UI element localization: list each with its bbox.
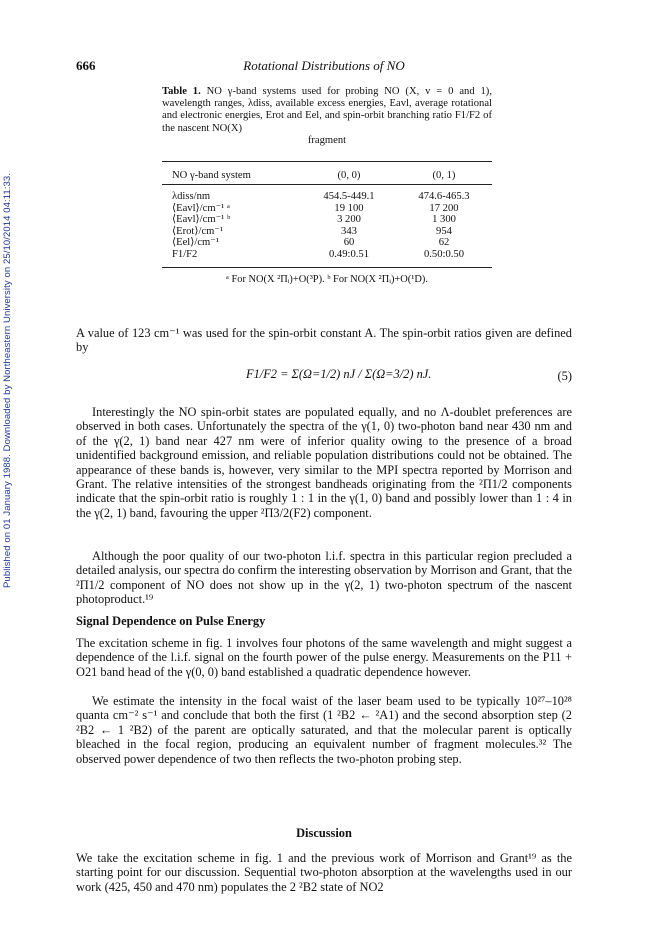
- header-cell: (0, 0): [337, 169, 361, 181]
- table-cell: 454.5-449.1: [323, 191, 375, 202]
- equation-number: (5): [557, 369, 572, 383]
- table-caption: [162, 86, 492, 147]
- table-cell: 474.6-465.3: [418, 191, 470, 202]
- paragraph-text: Interestingly the NO spin-orbit states are populated equally, and no Λ-doublet preferences are observed in both cases. Unfortunately the spectra of the γ(1, 0) two-photon band near 430 nm and of the γ(2, 1) band near 427 nm were of inferior quality owing to the presence of a broad unidentified background emission, and reliable population distributions could not be obtained. The appearance of these bands is, however, very similar to the MPI spectra reported by Morrison and Grant. The relative intensities of the strongest bandheads originating from the ²Π1/2 components indicate that the spin-orbit ratio is roughly 1 : 1 in the γ(1, 0) band and possibly lower than 1 : 4 in the γ(2, 1) band, favouring the upper ²Π3/2(F2) component.: [76, 405, 572, 520]
- table-row: [162, 214, 492, 226]
- section-heading-discussion: Discussion: [296, 826, 352, 840]
- paragraph-interestingly: [76, 405, 572, 520]
- row-label: ⟨Eavl⟩/cm⁻¹ ᵃ: [172, 202, 230, 214]
- paragraph-text: Although the poor quality of our two-photon l.i.f. spectra in this particular region precluded a detailed analysis, our spectra do confirm the interesting observation by Morrison and Grant, that the ²Π1/2 component of NO does not show up in the γ(2, 1) two-photon spectrum of the nascent photoproduct.¹⁹: [76, 549, 572, 607]
- paragraph-although: [76, 549, 572, 607]
- table-row: [162, 249, 492, 261]
- paragraph-spin-orbit: [76, 326, 572, 355]
- page-number: 666: [76, 58, 96, 73]
- table-cell: 19 100: [334, 202, 364, 214]
- table-cell: 0.49:0.51: [328, 248, 370, 260]
- paragraph-text: We estimate the intensity in the focal waist of the laser beam used to be typically 10²⁷–10²⁸ quanta cm⁻² s⁻¹ and conclude that both the first (1 ²B2 ← ²A1) and the second absorption step (2 ²B2 ← 1 ²B2) of the parent are optically saturated, and that the molecular parent is optically bleached in the focal region, producing an equivalent number of fragment molecules.³² The observed power dependence of two then reflects the two-photon probing step.: [76, 694, 572, 766]
- equation-5: [76, 365, 572, 395]
- table-row: [162, 203, 492, 215]
- paragraph-text: The excitation scheme in fig. 1 involves four photons of the same wavelength and might suggest a dependence of the l.i.f. signal on the fourth power of the pulse energy. Measurements on the P11 + O21 band head of the γ(0, 0) band established a quadratic dependence however.: [76, 636, 572, 679]
- table-row: [162, 226, 492, 238]
- paragraph-excitation: [76, 636, 572, 679]
- table-cell: 17 200: [429, 202, 459, 214]
- table-body: [162, 185, 492, 261]
- table-footnote: ᵃ For NO(X ²Πᵢ)+O(³P). ᵇ For NO(X ²Πᵢ)+O(¹D).: [162, 267, 492, 285]
- paragraph-text: We take the excitation scheme in fig. 1 and the previous work of Morrison and Grant¹⁹ as the starting point for our discussion. Sequential two-photon absorption at the wavelengths used in our work (425, 450 and 470 nm) populates the 2 ²B2 state of NO2: [76, 851, 572, 894]
- row-label: F1/F2: [172, 248, 198, 260]
- row-label: ⟨Eel⟩/cm⁻¹: [172, 237, 220, 249]
- data-table: [162, 161, 492, 285]
- section-heading-signal: Signal Dependence on Pulse Energy: [76, 614, 266, 628]
- table-label: Table 1.: [162, 86, 201, 97]
- table-caption-text: NO γ-band systems used for probing NO (X, v = 0 and 1), wavelength ranges, λdiss, available excess energies, Eavl, average rotational and electronic energies, Erot and Eel, and spin-orbit branching ratio F1/F2 of the nascent NO(X): [162, 86, 492, 134]
- table-cell: 1 300: [432, 214, 456, 226]
- table-row: [162, 191, 492, 203]
- row-label: λdiss/nm: [172, 191, 211, 202]
- table-header-row: [162, 166, 492, 184]
- row-label: ⟨Eavl⟩/cm⁻¹ ᵇ: [172, 214, 231, 226]
- table-cell: 62: [438, 237, 450, 249]
- table-row: [162, 237, 492, 249]
- running-head: Rotational Distributions of NO: [243, 58, 405, 73]
- equation-body: F1/F2 = Σ(Ω=1/2) nJ / Σ(Ω=3/2) nJ.: [246, 367, 432, 381]
- header-cell: NO γ-band system: [172, 169, 251, 181]
- paragraph-discussion: [76, 851, 572, 894]
- table-cell: 343: [341, 225, 357, 237]
- table-caption-last-line: fragment: [307, 134, 347, 146]
- table-cell: 60: [343, 237, 355, 249]
- paragraph-estimate: [76, 694, 572, 766]
- paragraph-text: A value of 123 cm⁻¹ was used for the spin-orbit constant A. The spin-orbit ratios given are defined by: [76, 326, 572, 355]
- table-cell: 0.50:0.50: [423, 248, 465, 260]
- table-top-rule: [162, 161, 492, 162]
- row-label: ⟨Erot⟩/cm⁻¹: [172, 225, 224, 237]
- download-watermark: Published on 01 January 1988. Downloaded by Northeastern University on 25/10/2014 04:11:33.: [2, 172, 13, 588]
- table-cell: 3 200: [337, 214, 361, 226]
- table-cell: 954: [436, 225, 452, 237]
- header-cell: (0, 1): [432, 169, 456, 181]
